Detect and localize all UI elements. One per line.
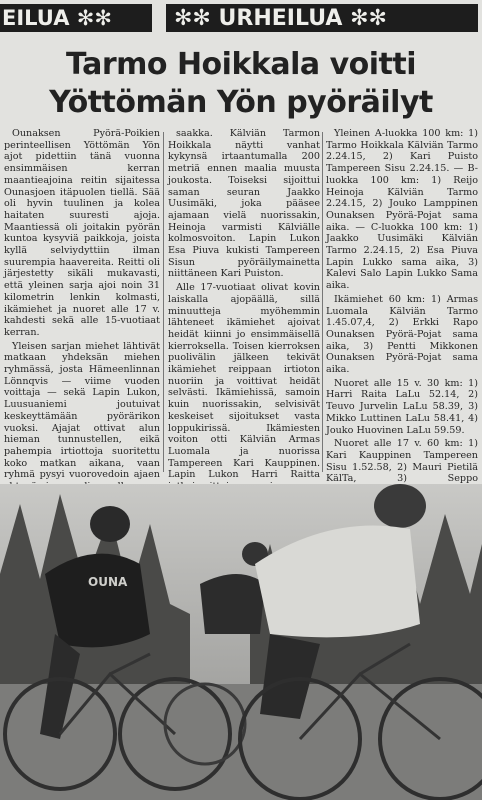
headline-line-2: Yöttömän Yön pyöräilyt	[49, 85, 433, 120]
article-paragraph: Ounaksen Pyörä-Poikien perinteellisen Yöttömän Yön ajot pidettiin tänä vuonna ensimmäisen kerran maantieajoina reitin sijaitessa Ounasjoen itäpuolen tiellä. Sää oli hyvin tuulinen ja kolea haitaten suuresti ajoja. Maantiessä oli joitakin pyörän kuntoa kysyviä paikkoja, joista kyllä selviydyttiin ilman suurempia haavereita. Reitti oli järjestetty sikäli mukavasti, että yleinen sarja ajoi noin 31 kilometrin lenkin kolmasti, ikämiehet ja nuoret alle 17 v. kahdesti sekä alle 15-vuotiaat kerran.	[4, 128, 160, 338]
jersey-lettering: OUNA	[88, 575, 128, 589]
article-body	[0, 128, 482, 485]
headline	[0, 46, 482, 122]
headline-line-1: Tarmo Hoikkala voitti	[66, 47, 416, 82]
results-paragraph: Yleinen A-luokka 100 km: 1) Tarmo Hoikkala Kälviän Tarmo 2.24.15, 2) Kari Puisto Tampereen Sisu 2.24.15. — B-luokka 100 km: 1) Reijo Heinoja Kälviän Tarmo 2.24.15, 2) Jouko Lamppinen Ounaksen Pyörä-Pojat sama aika. — C-luokka 100 km: 1) Jaakko Uusimäki Kälviän Tarmo 2.24.15, 2) Esa Piuva Lapin Lukko sama aika, 3) Kalevi Salo Lapin Lukko Sama aika.	[326, 128, 478, 292]
results-paragraph: Nuoret alle 15 v. 30 km: 1) Harri Raita LaLu 52.14, 2) Teuvo Jurvelin LaLu 58.39, 3) Mikko Luttinen LaLu 58.41, 4) Jouko Huovinen LaLu 59.59.	[326, 377, 478, 436]
article-paragraph: saakka. Kälviän Tarmon Hoikkala näytti vanhat kykynsä irtaantumalla 200 metriä ennen maalia muusta joukosta. Toiseksi sijoittui saman seuran Jaakko Uusimäki, joka pääsee ajamaan vielä nuorissakin, Heinoja varmisti Kälviälle kolmosvoiton. Lapin Lukon Esa Piuva kukisti Tampereen Sisun pyöräilymainetta niittäneen Kari Puiston.	[168, 128, 320, 280]
article-paragraph: Yleisen sarjan miehet lähtivät matkaan yhdeksän miehen ryhmässä, josta Hämeenlinnan Lönnqvis — viime vuoden voittaja — sekä Lapin Lukon, Luusuaniemi joutuivat keskeyttämään pyörärikon vuoksi. Ajajat ottivat alun hieman tunnustellen, eikä pahempia irtiottoja suoritettu koko matkan aikana, vaan ryhmä pysyi vuorovedoin ajaen	[4, 340, 160, 481]
results-paragraph: Ikämiehet 60 km: 1) Armas Luomala Kälviän Tarmo 1.45.07,4, 2) Erkki Rapo Ounaksen Pyörä-Pojat sama aika, 3) Pentti Mikkonen Ounaksen Pyörä-Pojat sama aika.	[326, 293, 478, 376]
cyclists-photo-illustration	[0, 484, 482, 800]
results-paragraph: Nuoret alle 17 v. 60 km: 1) Kari Kauppinen Tampereen Sisu 1.52.58, 2) Mauri Pietilä KälTa, 3) Seppo	[326, 438, 478, 485]
article-paragraph: Alle 17-vuotiaat olivat kovin laiskalla ajopäällä, sillä minuutteja myöhemmin lähteneet ikämiehet ajoivat heidät kiinni jo ensimmäisellä kierroksella. Toisen kierroksen puolivälin jälkeen tekivät ikämiehet reippaan irtioton nuoriin ja voittivat heidät selvästi. Ikämiehissä, samoin kuin nuorissakin, selvisivät keskeiset sijoitukset vasta loppukirissä. Ikämiesten voiton otti Kälviän Armas Luomala ja nuorissa Tampereen Kari Kauppinen. Lapin Lukon Harri Raitta	[168, 282, 320, 481]
section-label-left: EILUA ✻✻	[0, 4, 152, 32]
section-banner	[0, 0, 482, 40]
article-column-2	[168, 128, 320, 481]
results-column	[326, 128, 478, 485]
article-column-1	[4, 128, 160, 482]
section-label-right: ✻✻ URHEILUA ✻✻	[166, 4, 478, 32]
cyclists-photo	[0, 484, 482, 800]
